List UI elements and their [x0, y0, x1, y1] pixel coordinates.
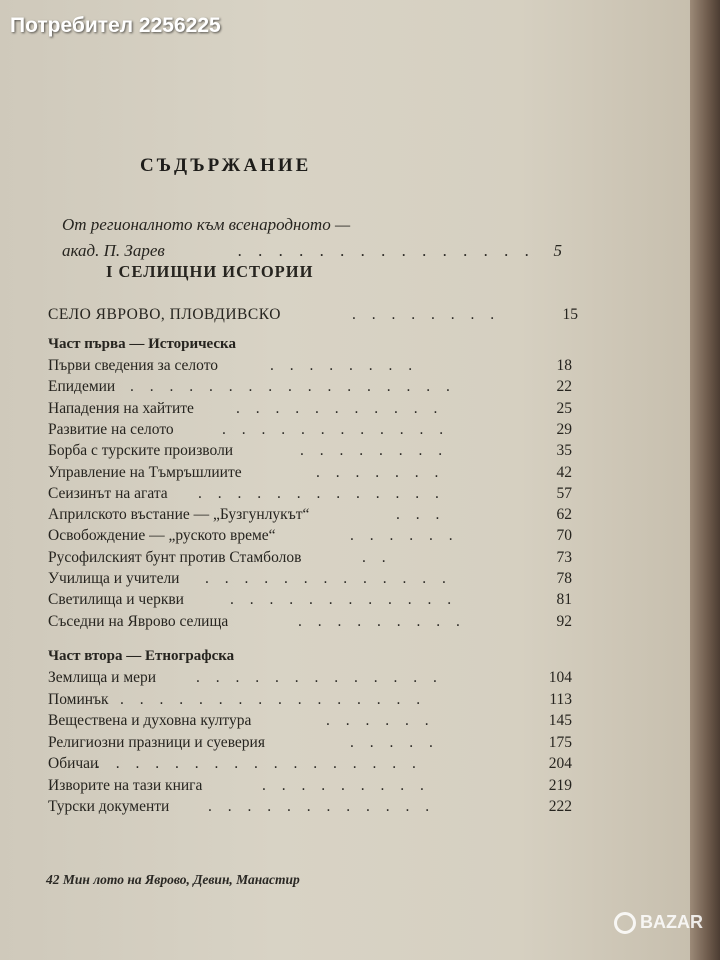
toc-entry-page: 35 [556, 442, 572, 460]
toc-entry-dots: . . . . . [350, 733, 439, 751]
toc-entry-page: 62 [556, 506, 572, 524]
book-edge [690, 0, 720, 960]
toc-entry-dots: . . . [396, 506, 446, 524]
toc-entry-dots: . . . . . . . . . . . . [230, 591, 458, 609]
toc-entry [0, 400, 600, 422]
toc-entry-page: 145 [548, 712, 572, 729]
toc-entry-page: 175 [548, 733, 572, 751]
toc-entry-dots: . . [362, 548, 392, 566]
toc-entry-label: Турски документи [48, 798, 170, 815]
toc-entry [0, 669, 600, 691]
toc-entry-page: 104 [548, 669, 572, 686]
part1-heading: Част първа — Историческа [48, 336, 236, 352]
toc-entry [0, 527, 600, 549]
intro-entry-line2 [0, 241, 600, 263]
toc-entry [0, 464, 600, 486]
toc-entry-dots: . . . . . . . . [300, 442, 449, 460]
toc-entry-label: Развитие на селото [48, 420, 174, 438]
page-footer: 42 Мин лото на Яврово, Девин, Манастир [46, 872, 300, 887]
toc-entry-label: Борба с турските произволи [48, 442, 234, 460]
toc-entry-page: 113 [549, 690, 572, 708]
toc-entry [0, 712, 600, 734]
toc-entry-label: Априлското въстание — „Бузгунлукът“ [48, 506, 310, 524]
toc-title: СЪДЪРЖАНИЕ [140, 155, 312, 176]
uploader-watermark: Потребител 2256225 [10, 14, 221, 37]
toc-entry [0, 357, 600, 379]
toc-entry [0, 442, 600, 464]
toc-entry-dots: . . . . . . . . [270, 357, 419, 374]
toc-entry-label: Землища и мери [48, 669, 157, 686]
village-dots: . . . . . . . . [352, 306, 501, 323]
intro-author: акад. П. Зарев [62, 241, 165, 260]
toc-entry-label: Управление на Тъмръшлиите [48, 463, 242, 481]
toc-entry-dots: . . . . . . . . . . . . [222, 420, 450, 438]
toc-entry-dots: . . . . . . . . . . . . . [196, 669, 443, 686]
toc-entry-dots: . . . . . . . . . . . . . [205, 570, 452, 587]
toc-entry-label: Обичаи [48, 755, 99, 772]
toc-entry-label: Религиозни празници и суеверия [48, 733, 265, 751]
toc-entry-dots: . . . . . . . . . . . . . [198, 484, 445, 502]
toc-entry [0, 755, 600, 777]
toc-entry-page: 70 [556, 527, 572, 545]
toc-entry-dots: . . . . . . . . . [262, 776, 430, 794]
toc-entry-label: Първи сведения за селото [48, 357, 219, 374]
part1-heading-line [0, 336, 600, 358]
toc-entry [0, 378, 600, 400]
toc-entry-label: Веществена и духовна култура [48, 712, 252, 729]
toc-entry-dots: . . . . . . . . . . . . . . . . [120, 690, 427, 708]
toc-entry [0, 691, 600, 713]
section1-title: I СЕЛИЩНИ ИСТОРИИ [106, 262, 314, 281]
toc-entry [0, 506, 600, 528]
toc-entry-page: 81 [556, 591, 572, 609]
toc-entry [0, 570, 600, 592]
toc-entry-page: 57 [556, 484, 572, 502]
toc-entry-page: 222 [548, 798, 572, 815]
toc-entry-dots: . . . . . . [350, 527, 459, 545]
toc-entry [0, 549, 600, 571]
toc-entry-dots: . . . . . . [326, 712, 435, 729]
toc-entry [0, 485, 600, 507]
toc-entry-label: Освобождение — „руското време“ [48, 527, 276, 545]
toc-entry-page: 22 [556, 378, 572, 396]
section-heading [0, 262, 600, 284]
toc-entry-page: 204 [548, 755, 572, 772]
bazar-logo-icon [614, 912, 636, 934]
toc-entry-label: Поминък [48, 690, 109, 708]
village-page: 15 [562, 306, 578, 323]
toc-entry [0, 798, 600, 820]
toc-entry-page: 42 [556, 463, 572, 481]
village-label: СЕЛО ЯВРОВО, ПЛОВДИВСКО [48, 306, 281, 323]
toc-entry [0, 591, 600, 613]
toc-entry-dots: . . . . . . . . . . . . [208, 798, 436, 815]
toc-entry-dots: . . . . . . . . . . . . . . . . . [130, 378, 456, 396]
village-entry [0, 306, 600, 328]
toc-entry-label: Епидемии [48, 378, 116, 396]
toc-entry [0, 613, 600, 635]
toc-entry [0, 421, 600, 443]
toc-entry-label: Съседни на Яврово селища [48, 612, 229, 630]
bazar-logo-text: BAZAR [640, 912, 703, 932]
toc-entry-label: Русофилският бунт против Стамболов [48, 548, 302, 566]
toc-entry-page: 25 [556, 399, 572, 417]
toc-entry-dots: . . . . . . . [316, 463, 445, 481]
toc-entry [0, 777, 600, 799]
toc-entry-label: Нападения на хайтите [48, 399, 194, 417]
part2-heading: Част втора — Етнографска [48, 648, 235, 664]
toc-entry-page: 219 [548, 776, 572, 794]
intro-page: 5 [553, 241, 562, 260]
intro-title: От регионалното към всенародното — [62, 215, 351, 234]
toc-entry-page: 92 [556, 612, 572, 630]
toc-entry-dots: . . . . . . . . . . . . . . . . . [96, 755, 422, 772]
toc-entry [0, 734, 600, 756]
intro-entry-line1 [0, 215, 600, 237]
part2-heading-line [0, 648, 600, 670]
toc-entry-page: 29 [556, 420, 572, 438]
toc-entry-dots: . . . . . . . . . [298, 612, 466, 630]
toc-entry-label: Сеизинът на агата [48, 484, 168, 502]
toc-entry-page: 18 [556, 357, 572, 374]
toc-entry-page: 78 [556, 570, 572, 587]
toc-entry-label: Светилища и черкви [48, 591, 184, 609]
intro-dots: . . . . . . . . . . . . . . . [238, 241, 536, 260]
toc-entry-label: Изворите на тази книга [48, 776, 203, 794]
toc-entry-label: Училища и учители [48, 570, 180, 587]
toc-entry-dots: . . . . . . . . . . . [236, 399, 444, 417]
toc-entry-page: 73 [556, 548, 572, 566]
